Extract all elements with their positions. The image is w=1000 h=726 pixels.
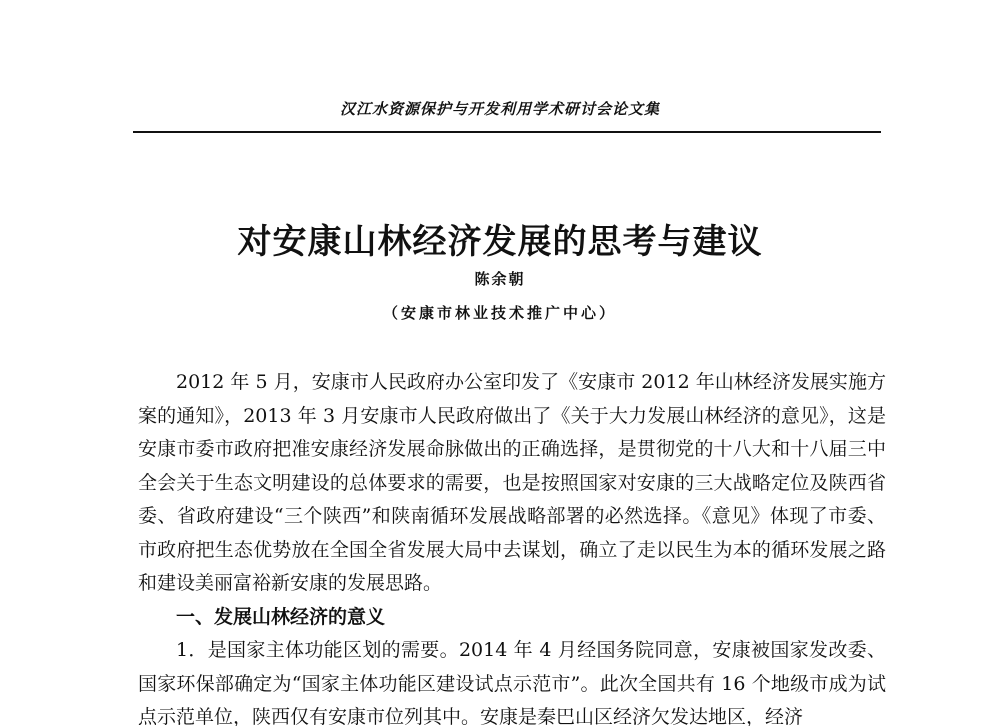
article-affiliation: （安康市林业技术推广中心） — [382, 304, 617, 322]
article-title: 对安康山林经济发展的思考与建议 — [237, 222, 763, 262]
body-paragraph: 2012 年 5 月，安康市人民政府办公室印发了《安康市 2012 年山林经济发展实施方案的通知》，2013 年 3 月安康市人民政府做出了《关于大力发展山林经济的意见》，这是安康市委市政府把准安康经济发展命脉做出的正确选择，是贯彻党的十八大和十八届三中全会关于生态文明建设的总体要求的需要，也是按照国家对安康的三大战略定位及陕西省委、省政府建设“三个陕西”和陕南循环发展战略部署的必然选择。《意见》体现了市委、市政府把生态优势放在全国全省发展大局中去谋划，确立了走以民生为本的循环发展之路和建设美丽富裕新安康的发展思路。 — [138, 371, 886, 594]
article-author: 陈余朝 — [474, 270, 526, 288]
running-header: 汉江水资源保护与开发利用学术研讨会论文集 — [339, 100, 660, 118]
article-body — [138, 366, 886, 726]
body-paragraph: 1．是国家主体功能区划的需要。2014 年 4 月经国务院同意，安康被国家发改委、国家环保部确定为“国家主体功能区建设试点示范市”。此次全国共有 16 个地级市成为试点示范单位，陕西仅有安康市位列其中。安康是秦巴山区经济欠发达地区，经济 — [138, 639, 886, 726]
section-heading: 一、发展山林经济的意义 — [176, 605, 386, 628]
header-rule — [133, 131, 881, 133]
